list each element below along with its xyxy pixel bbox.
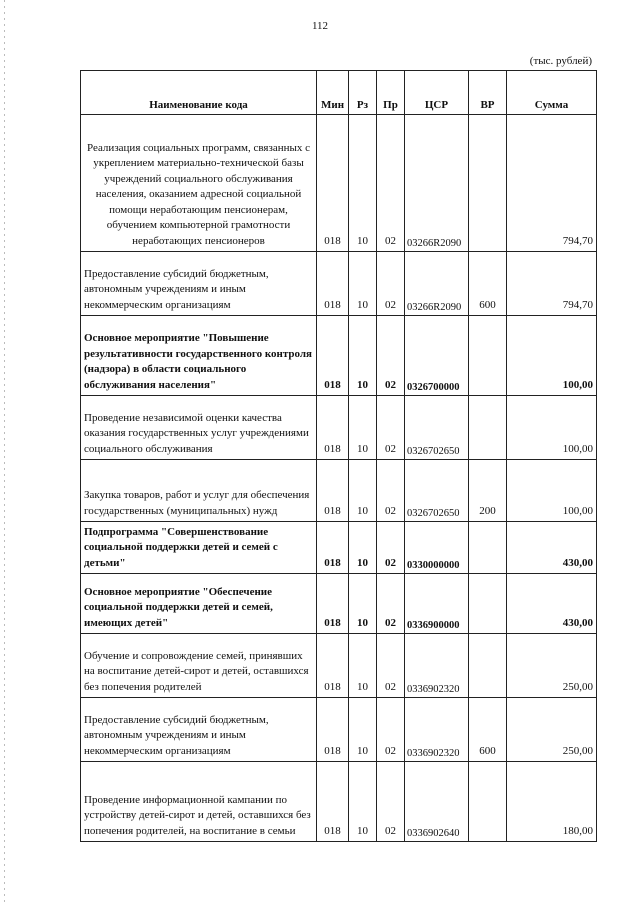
row-csr: 0336902640 [405, 762, 469, 842]
row-vr: 200 [469, 460, 507, 522]
row-sum: 100,00 [507, 460, 597, 522]
row-name: Предоставление субсидий бюджетным, автономным учреждениям и иным некоммерческим организациям [81, 252, 317, 316]
page-number: 112 [311, 20, 329, 32]
row-csr: 0326702650 [405, 396, 469, 460]
row-pr: 02 [377, 574, 405, 634]
row-vr: 600 [469, 252, 507, 316]
row-name: Закупка товаров, работ и услуг для обеспечения государственных (муниципальных) нужд [81, 460, 317, 522]
table-row [81, 698, 597, 762]
header-name: Наименование кода [81, 71, 317, 115]
row-rz: 10 [349, 252, 377, 316]
row-csr: 03266R2090 [405, 252, 469, 316]
header-min: Мин [317, 71, 349, 115]
table-row [81, 115, 597, 252]
row-csr: 0336902320 [405, 634, 469, 698]
row-rz: 10 [349, 634, 377, 698]
row-pr: 02 [377, 252, 405, 316]
row-min: 018 [317, 698, 349, 762]
header-sum: Сумма [507, 71, 597, 115]
units-label: (тыс. рублей) [529, 55, 592, 67]
table-row [81, 762, 597, 842]
table-row [81, 252, 597, 316]
row-pr: 02 [377, 460, 405, 522]
table-body [81, 115, 597, 842]
row-name: Основное мероприятие "Повышение результативности государственного контроля (надзора) в области социального обслуживания населения" [81, 316, 317, 396]
table-row [81, 574, 597, 634]
row-min: 018 [317, 460, 349, 522]
row-pr: 02 [377, 115, 405, 252]
row-min: 018 [317, 316, 349, 396]
row-rz: 10 [349, 762, 377, 842]
row-min: 018 [317, 115, 349, 252]
table-header [81, 71, 597, 115]
row-sum: 100,00 [507, 396, 597, 460]
table-row [81, 522, 597, 574]
header-csr: ЦСР [405, 71, 469, 115]
row-sum: 180,00 [507, 762, 597, 842]
row-sum: 100,00 [507, 316, 597, 396]
row-csr: 0336900000 [405, 574, 469, 634]
row-sum: 794,70 [507, 115, 597, 252]
row-vr: 600 [469, 698, 507, 762]
table-row [81, 634, 597, 698]
row-sum: 250,00 [507, 698, 597, 762]
header-vr: ВР [469, 71, 507, 115]
row-pr: 02 [377, 396, 405, 460]
row-min: 018 [317, 252, 349, 316]
row-min: 018 [317, 634, 349, 698]
scan-edge-line [4, 0, 5, 905]
table-row [81, 396, 597, 460]
row-pr: 02 [377, 634, 405, 698]
row-rz: 10 [349, 115, 377, 252]
table-row [81, 316, 597, 396]
row-vr [469, 316, 507, 396]
row-pr: 02 [377, 522, 405, 574]
row-vr [469, 762, 507, 842]
row-pr: 02 [377, 698, 405, 762]
row-sum: 794,70 [507, 252, 597, 316]
row-csr: 03266R2090 [405, 115, 469, 252]
row-min: 018 [317, 762, 349, 842]
row-vr [469, 396, 507, 460]
header-rz: Рз [349, 71, 377, 115]
row-name: Проведение независимой оценки качества оказания государственных услуг учреждениями социального обслуживания [81, 396, 317, 460]
row-name: Реализация социальных программ, связанных с укреплением материально-технической базы учреждений социального обслуживания населения, оказанием адресной социальной помощи неработающим пенсионерам, обучением компьютерной грамотности неработающих пенсионеров [81, 115, 317, 252]
row-min: 018 [317, 396, 349, 460]
row-name: Предоставление субсидий бюджетным, автономным учреждениям и иным некоммерческим организациям [81, 698, 317, 762]
row-pr: 02 [377, 316, 405, 396]
row-min: 018 [317, 522, 349, 574]
row-csr: 0330000000 [405, 522, 469, 574]
row-csr: 0336902320 [405, 698, 469, 762]
row-vr [469, 634, 507, 698]
row-csr: 0326702650 [405, 460, 469, 522]
row-vr [469, 574, 507, 634]
row-rz: 10 [349, 316, 377, 396]
row-name: Проведение информационной кампании по устройству детей-сирот и детей, оставшихся без попечения родителей, на воспитание в семьи [81, 762, 317, 842]
row-name: Обучение и сопровождение семей, принявших на воспитание детей-сирот и детей, оставшихся без попечения родителей [81, 634, 317, 698]
row-sum: 430,00 [507, 574, 597, 634]
row-rz: 10 [349, 396, 377, 460]
row-pr: 02 [377, 762, 405, 842]
row-vr [469, 115, 507, 252]
row-vr [469, 522, 507, 574]
row-rz: 10 [349, 698, 377, 762]
header-pr: Пр [377, 71, 405, 115]
table-row [81, 460, 597, 522]
row-min: 018 [317, 574, 349, 634]
row-csr: 0326700000 [405, 316, 469, 396]
row-sum: 250,00 [507, 634, 597, 698]
row-rz: 10 [349, 574, 377, 634]
row-sum: 430,00 [507, 522, 597, 574]
row-name: Основное мероприятие "Обеспечение социальной поддержки детей и семей, имеющих детей" [81, 574, 317, 634]
row-rz: 10 [349, 460, 377, 522]
row-rz: 10 [349, 522, 377, 574]
row-name: Подпрограмма "Совершенствование социальной поддержки детей и семей с детьми" [81, 522, 317, 574]
budget-table [80, 70, 597, 842]
